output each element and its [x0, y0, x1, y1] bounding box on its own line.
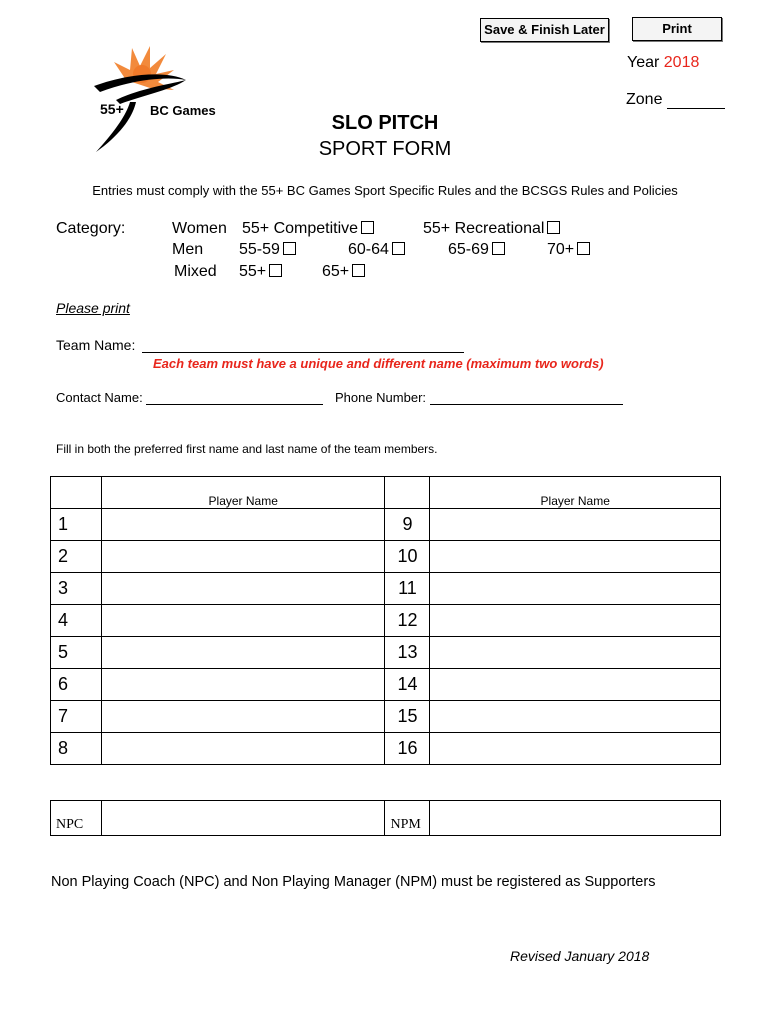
contact-name-field[interactable]: [146, 391, 323, 405]
men-55-59: [239, 241, 296, 259]
npm-label: NPM: [385, 801, 430, 836]
table-row: [51, 573, 721, 605]
phone-number-field[interactable]: [430, 391, 623, 405]
mixed-65-plus-checkbox[interactable]: [352, 264, 365, 277]
team-name-note: Each team must have a unique and different name (maximum two words): [153, 356, 604, 371]
women-55-competitive: [242, 220, 374, 238]
player-name-field[interactable]: [430, 573, 721, 605]
phone-number-label: Phone Number:: [334, 390, 427, 405]
player-number: 8: [51, 733, 102, 765]
roster-instructions: Fill in both the preferred first name and last name of the team members.: [56, 442, 438, 456]
category-women-label: Women: [172, 220, 227, 237]
roster-header-right: Player Name: [430, 477, 721, 509]
player-name-field[interactable]: [430, 669, 721, 701]
women-55-competitive-checkbox[interactable]: [361, 221, 374, 234]
player-number: 10: [385, 541, 430, 573]
category-men-label: Men: [172, 241, 204, 258]
zone-field[interactable]: [667, 94, 725, 109]
player-number: 16: [385, 733, 430, 765]
table-row: [51, 541, 721, 573]
player-name-field[interactable]: [430, 541, 721, 573]
roster-header-row: [51, 477, 721, 509]
player-name-field[interactable]: [101, 573, 385, 605]
zone-line: [626, 91, 725, 109]
men-60-64: [348, 241, 405, 259]
team-name-line: [56, 337, 464, 353]
please-print-note: Please print: [56, 300, 130, 316]
contact-name-label: Contact Name:: [56, 390, 143, 405]
player-name-field[interactable]: [430, 701, 721, 733]
category-mixed-label: Mixed: [174, 263, 217, 280]
mixed-55-plus-checkbox[interactable]: [269, 264, 282, 277]
table-row: [51, 637, 721, 669]
form-title: SLO PITCH: [331, 112, 439, 134]
player-number: 6: [51, 669, 102, 701]
player-number: 2: [51, 541, 102, 573]
supporters-note: Non Playing Coach (NPC) and Non Playing Manager (NPM) must be registered as Supporters: [51, 874, 656, 890]
player-name-field[interactable]: [430, 509, 721, 541]
mixed-55-plus: [239, 263, 282, 281]
logo-name-text: BC Games: [150, 103, 216, 118]
men-70-plus-label: 70+: [547, 241, 575, 258]
men-65-69-label: 65-69: [448, 241, 489, 258]
print-button[interactable]: Print: [632, 17, 722, 41]
contact-line: [56, 390, 623, 405]
men-65-69-checkbox[interactable]: [492, 242, 505, 255]
table-row: [51, 509, 721, 541]
women-55-recreational: [423, 220, 560, 238]
player-number: 9: [385, 509, 430, 541]
npc-label: NPC: [51, 801, 102, 836]
save-finish-later-button[interactable]: Save & Finish Later: [480, 18, 609, 42]
roster-header-left: Player Name: [101, 477, 385, 509]
women-55-recreational-checkbox[interactable]: [547, 221, 560, 234]
player-name-field[interactable]: [101, 701, 385, 733]
year-value: 2018: [663, 54, 700, 71]
mixed-65-plus: [322, 263, 365, 281]
player-name-field[interactable]: [101, 669, 385, 701]
men-70-plus: [547, 241, 590, 259]
women-55-competitive-label: 55+ Competitive: [242, 220, 359, 237]
men-60-64-label: 60-64: [348, 241, 389, 258]
year-line: [627, 54, 699, 72]
player-number: 14: [385, 669, 430, 701]
player-name-field[interactable]: [101, 509, 385, 541]
mixed-55-plus-label: 55+: [239, 263, 267, 280]
men-65-69: [448, 241, 505, 259]
staff-row: [51, 801, 721, 836]
npc-name-field[interactable]: [101, 801, 385, 836]
men-70-plus-checkbox[interactable]: [577, 242, 590, 255]
player-number: 15: [385, 701, 430, 733]
player-number: 1: [51, 509, 102, 541]
table-row: [51, 701, 721, 733]
player-name-field[interactable]: [101, 605, 385, 637]
player-name-field[interactable]: [430, 605, 721, 637]
category-label: Category:: [56, 220, 126, 237]
player-number: 7: [51, 701, 102, 733]
player-number: 5: [51, 637, 102, 669]
men-55-59-label: 55-59: [239, 241, 280, 258]
zone-label: Zone: [626, 91, 663, 108]
table-row: [51, 605, 721, 637]
player-name-field[interactable]: [430, 733, 721, 765]
player-number: 13: [385, 637, 430, 669]
revised-date: Revised January 2018: [510, 948, 650, 964]
staff-table: [50, 800, 721, 836]
player-name-field[interactable]: [101, 541, 385, 573]
npm-name-field[interactable]: [430, 801, 721, 836]
player-number: 11: [385, 573, 430, 605]
player-name-field[interactable]: [430, 637, 721, 669]
men-60-64-checkbox[interactable]: [392, 242, 405, 255]
team-name-label: Team Name:: [56, 337, 136, 353]
women-55-recreational-label: 55+ Recreational: [423, 220, 545, 237]
player-number: 12: [385, 605, 430, 637]
roster-table: [50, 476, 721, 765]
player-name-field[interactable]: [101, 637, 385, 669]
men-55-59-checkbox[interactable]: [283, 242, 296, 255]
year-label: Year: [627, 54, 660, 71]
mixed-65-plus-label: 65+: [322, 263, 350, 280]
player-number: 3: [51, 573, 102, 605]
form-subtitle: SPORT FORM: [318, 138, 452, 160]
team-name-field[interactable]: [142, 338, 464, 353]
compliance-note: Entries must comply with the 55+ BC Games Sport Specific Rules and the BCSGS Rules and Policies: [92, 183, 678, 198]
logo-badge-text: 55+: [100, 101, 124, 117]
table-row: [51, 669, 721, 701]
player-number: 4: [51, 605, 102, 637]
player-name-field[interactable]: [101, 733, 385, 765]
table-row: [51, 733, 721, 765]
